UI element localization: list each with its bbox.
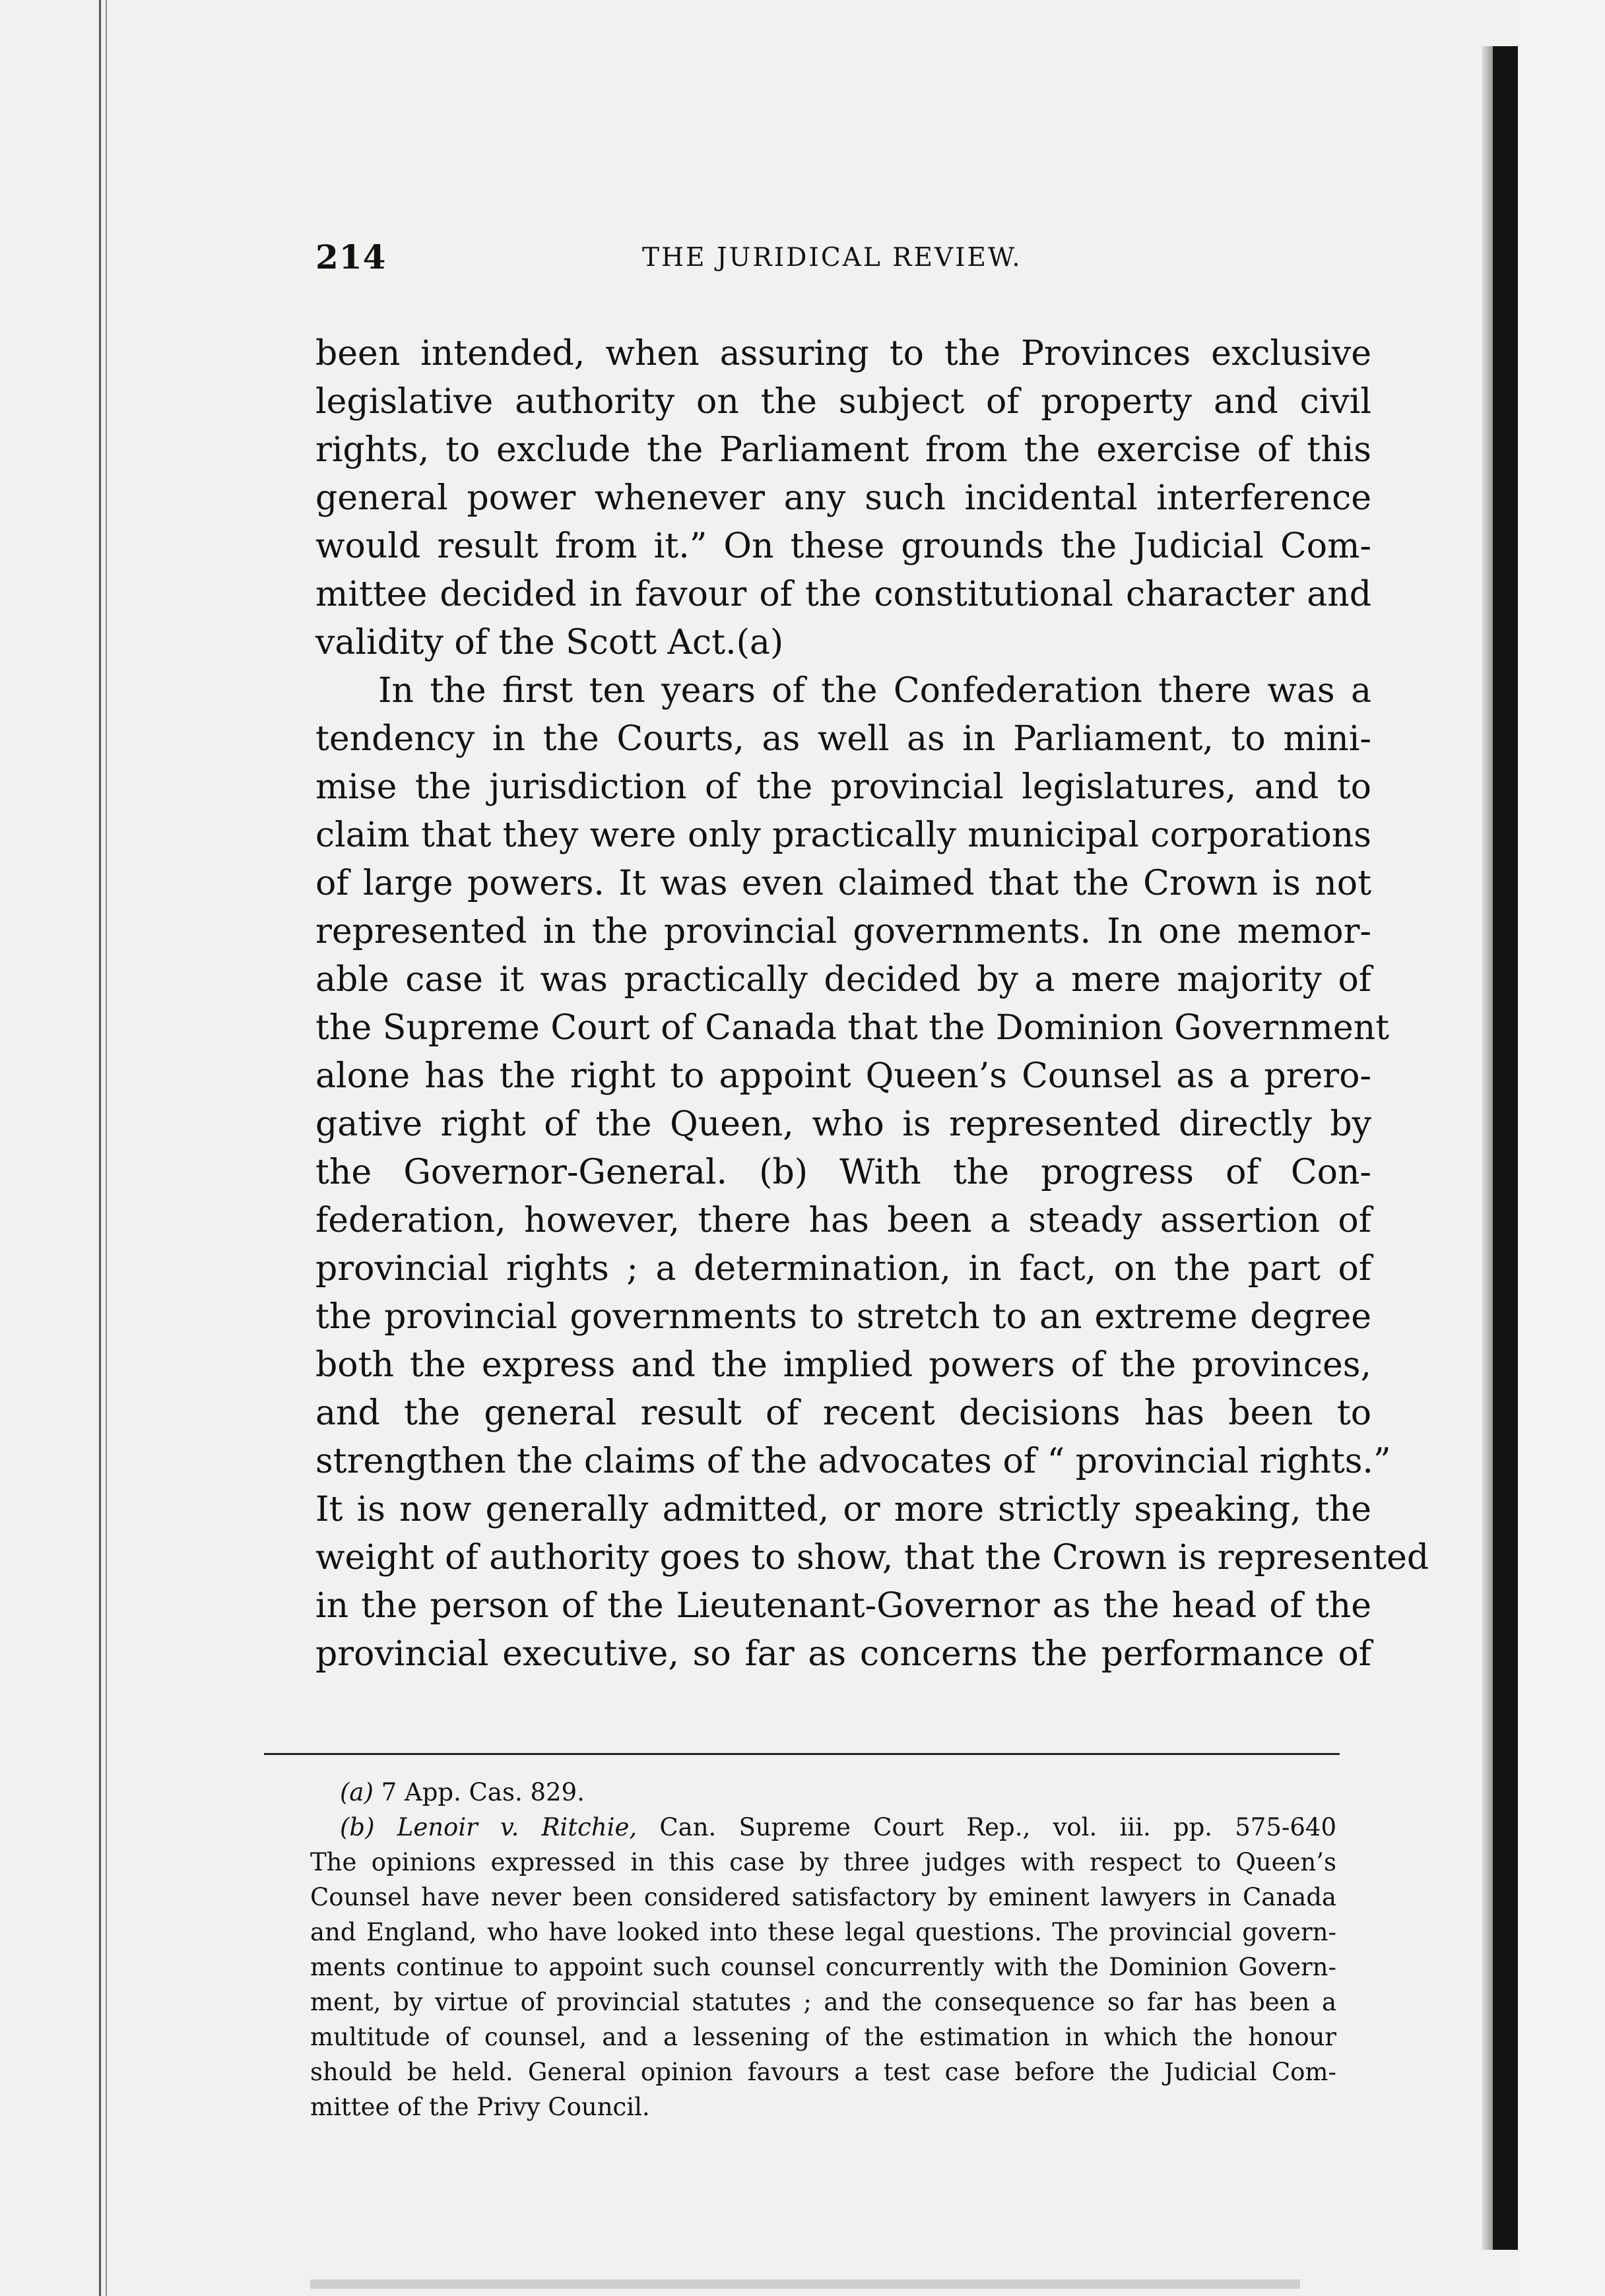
body-line: and the general result of recent decisions has been to: [315, 1393, 1371, 1433]
body-line: rights, to exclude the Parliament from the exercise of this: [315, 430, 1371, 470]
footnote-b-line: Counsel have never been considered satisfactory by eminent lawyers in Canada: [310, 1883, 1336, 1911]
footnote-b-line: The opinions expressed in this case by three judges with respect to Queen’s: [310, 1848, 1336, 1876]
body-line: federation, however, there has been a steady assertion of: [315, 1201, 1371, 1240]
footnote-b-first-line: [310, 1810, 1336, 1845]
body-line: provincial rights ; a determination, in fact, on the part of: [315, 1249, 1371, 1289]
running-head: [315, 238, 1391, 284]
footnote-b-marker: (b): [340, 1813, 375, 1841]
page-bottom-edge: [310, 2280, 1300, 2289]
body-line: both the express and the implied powers of the provinces,: [315, 1345, 1371, 1385]
journal-title: THE JURIDICAL REVIEW.: [642, 243, 1022, 272]
body-line: strengthen the claims of the advocates of “ provincial rights.”: [315, 1442, 1391, 1481]
page-gutter-shadow: [1482, 46, 1493, 2250]
footnote-a-marker: (a): [340, 1778, 374, 1806]
body-line: In the first ten years of the Confederation there was a: [378, 671, 1371, 711]
body-line: in the person of the Lieutenant-Governor as the head of the: [315, 1586, 1371, 1626]
body-line: able case it was practically decided by a mere majority of: [315, 960, 1371, 1000]
body-line: the provincial governments to stretch to an extreme degree: [315, 1297, 1371, 1337]
footnote-b-line: and England, who have looked into these legal questions. The provincial govern-: [310, 1918, 1336, 1946]
footnote-a-text: 7 App. Cas. 829.: [381, 1778, 585, 1806]
body-line: the Supreme Court of Canada that the Dominion Government: [315, 1008, 1390, 1048]
body-line: claim that they were only practically municipal corporations: [315, 815, 1371, 855]
footnote-b-line: ment, by virtue of provincial statutes ; and the consequence so far has been a: [310, 1988, 1336, 2016]
body-line: alone has the right to appoint Queen’s Counsel as a prero-: [315, 1056, 1371, 1096]
footnote-b-line: multitude of counsel, and a lessening of the estimation in which the honour: [310, 2023, 1336, 2051]
body-line: mittee decided in favour of the constitutional character and: [315, 575, 1371, 614]
facing-page-margin: [1518, 0, 1605, 2296]
body-line: represented in the provincial governments. In one memor-: [315, 912, 1371, 951]
page-edge-left-inner: [106, 0, 107, 2296]
body-line: of large powers. It was even claimed that the Crown is not: [315, 864, 1371, 903]
body-line: the Governor-General. (b) With the progress of Con-: [315, 1153, 1371, 1192]
body-line: weight of authority goes to show, that the Crown is represented: [315, 1538, 1429, 1578]
footnote-rule: [264, 1753, 1340, 1755]
page-number: 214: [315, 238, 387, 276]
body-line: general power whenever any such incidental interference: [315, 478, 1371, 518]
body-line: It is now generally admitted, or more strictly speaking, the: [315, 1490, 1371, 1529]
body-line: mise the jurisdiction of the provincial legislatures, and to: [315, 767, 1371, 807]
footnotes: [310, 1775, 1336, 2124]
footnote-b-line: mittee of the Privy Council.: [310, 2093, 650, 2121]
body-line: validity of the Scott Act.(a): [315, 623, 784, 662]
footnote-b-citation: Can. Supreme Court Rep., vol. iii. pp. 575-640: [659, 1813, 1336, 1841]
page-edge-right: [1493, 46, 1518, 2250]
body-line: legislative authority on the subject of property and civil: [315, 382, 1371, 422]
footnote-b-case: Lenoir v. Ritchie,: [397, 1813, 638, 1841]
body-line: gative right of the Queen, who is represented directly by: [315, 1104, 1371, 1144]
body-text: [315, 330, 1429, 1678]
footnote-a: [310, 1775, 1336, 1810]
page-edge-left: [99, 0, 101, 2296]
body-line: would result from it.” On these grounds the Judicial Com-: [315, 526, 1371, 566]
body-line: tendency in the Courts, as well as in Parliament, to mini-: [315, 719, 1371, 759]
footnote-b-line: should be held. General opinion favours a test case before the Judicial Com-: [310, 2058, 1336, 2086]
footnote-b-line: ments continue to appoint such counsel concurrently with the Dominion Govern-: [310, 1953, 1336, 1981]
body-line: been intended, when assuring to the Provinces exclusive: [315, 334, 1371, 373]
body-line: provincial executive, so far as concerns the performance of: [315, 1634, 1371, 1674]
